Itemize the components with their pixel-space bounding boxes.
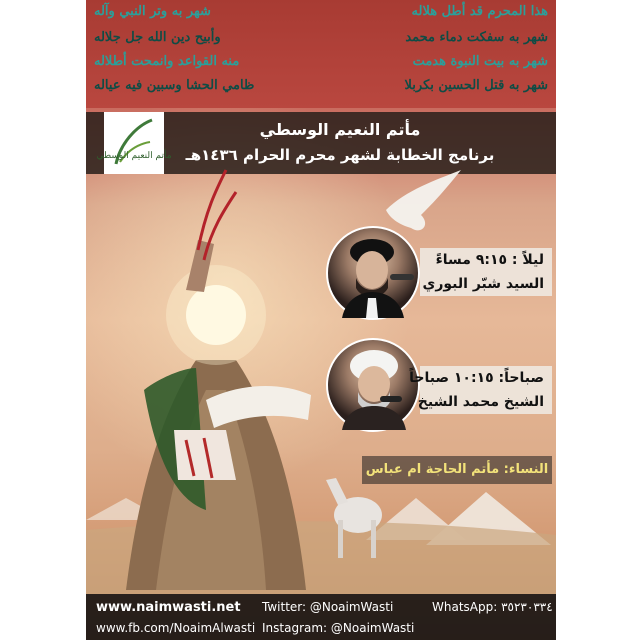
poem-verse-left-2: وأبيح دين الله جل جلاله — [94, 30, 221, 45]
session-morning — [409, 366, 552, 414]
speaker-portrait-1 — [326, 226, 420, 320]
session-night-speaker: السيد شبّر البوري — [422, 276, 544, 292]
session-morning-speaker: الشيخ محمد الشيخ — [417, 394, 544, 410]
poem-verse-right-3: شهر به بيت النبوة هدمت — [412, 54, 548, 69]
poem-verse-right-4: شهر به قتل الحسين بكربلا — [404, 78, 548, 93]
page-title: مأتم النعيم الوسطي — [259, 120, 421, 139]
page-subtitle: برنامج الخطابة لشهر محرم الحرام ١٤٣٦هـ — [185, 146, 495, 164]
speaker-portrait-2 — [326, 338, 420, 432]
poem-verse-left-1: شهر به وتر النبي وآله — [94, 4, 211, 19]
logo — [96, 112, 172, 174]
facebook-link[interactable]: www.fb.com/NoaimAlwasti — [96, 621, 256, 635]
session-night — [420, 248, 552, 296]
poem-block — [86, 0, 556, 108]
session-night-time: ليلاً : ٩:١٥ مساءً — [435, 252, 544, 268]
logo-icon — [96, 114, 172, 172]
poem-verse-left-3: منه القواعد وانمحت أطلاله — [94, 54, 240, 69]
whatsapp-number[interactable]: WhatsApp: ٣٥٢٣٠٣٣٤ — [432, 600, 553, 614]
poem-verse-right-1: هذا المحرم قد أطل هلاله — [411, 4, 548, 19]
poster — [86, 0, 556, 640]
footer — [86, 594, 556, 640]
poem-verse-right-2: شهر به سفكت دماء محمد — [405, 30, 548, 45]
speaker-2-icon — [328, 340, 418, 430]
poem-verse-left-4: ظامي الحشا وسبين فيه عياله — [94, 78, 255, 93]
session-morning-time: صباحاً: ١٠:١٥ صباحاً — [409, 370, 544, 386]
instagram-handle[interactable]: Instagram: @NoaimWasti — [262, 621, 415, 635]
twitter-handle[interactable]: Twitter: @NoaimWasti — [262, 600, 394, 614]
website-link[interactable]: www.naimwasti.net — [96, 600, 241, 615]
speaker-1-icon — [328, 228, 418, 318]
women-session-note: النساء: مأتم الحاجة ام عباس — [362, 456, 552, 484]
logo-text: مأتم النعيم الوسطي — [96, 151, 172, 161]
